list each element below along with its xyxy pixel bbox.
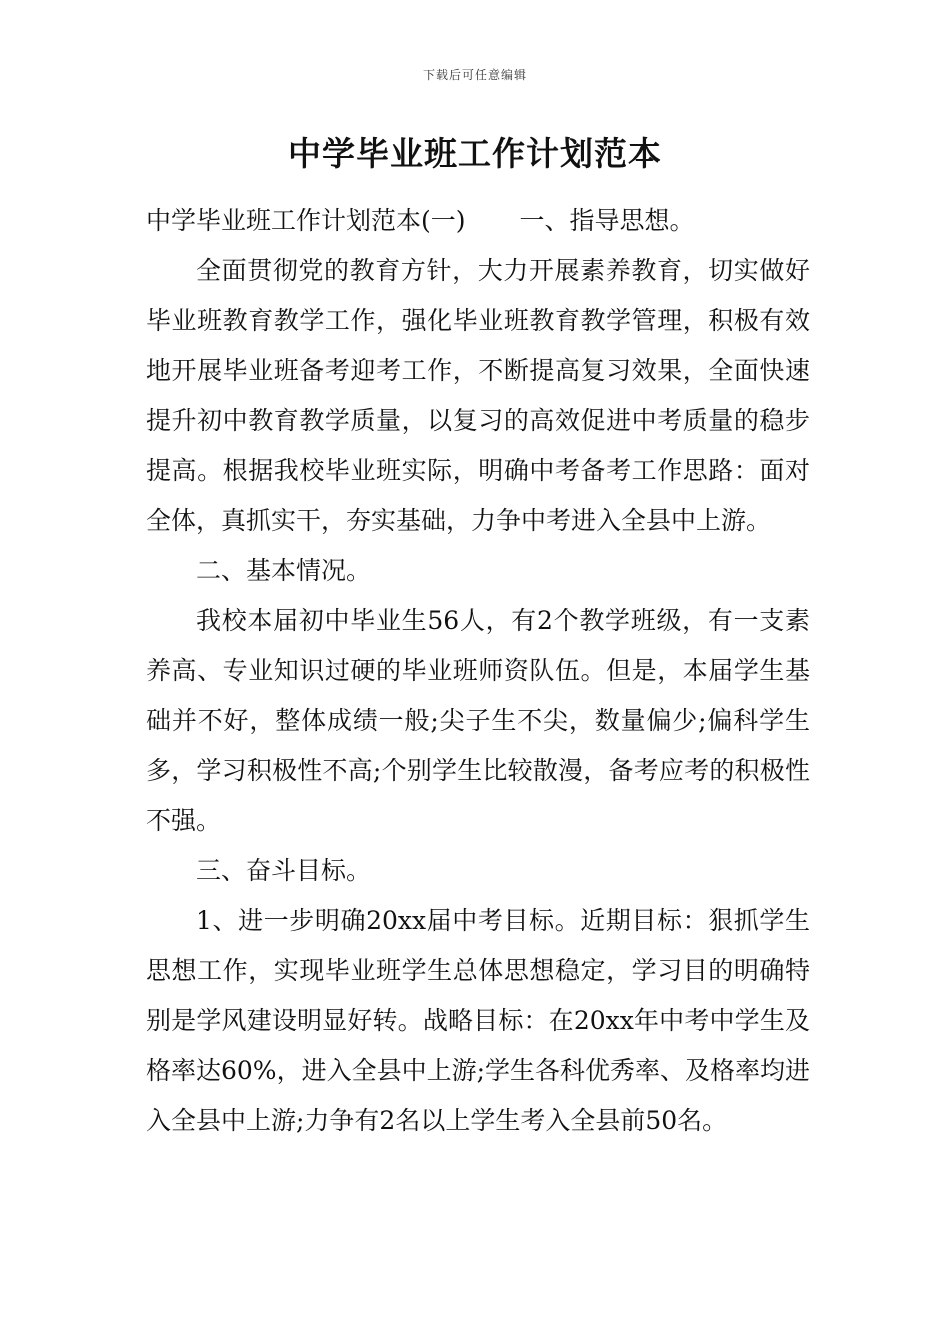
- header-note: 下载后可任意编辑: [422, 68, 527, 82]
- document-body: [146, 196, 810, 1146]
- paragraph-goals: 1、进一步明确20xx届中考目标。近期目标：狠抓学生思想工作，实现毕业班学生总体思想稳定，学习目的明确特别是学风建设明显好转。战略目标：在20xx年中考中学生及格率达60%，进入全县中上游;学生各科优秀率、及格率均进入全县中上游;力争有2名以上学生考入全县前50名。: [146, 906, 810, 1135]
- section-heading-guiding-thought: 一、指导思想。: [519, 206, 695, 235]
- intro-line: [146, 196, 810, 246]
- document-subtitle: 中学毕业班工作计划范本(一): [146, 206, 466, 235]
- document-title: 中学毕业班工作计划范本: [288, 134, 662, 173]
- paragraph-basic-situation: 我校本届初中毕业生56人，有2个教学班级，有一支素养高、专业知识过硬的毕业班师资队伍。但是，本届学生基础并不好，整体成绩一般;尖子生不尖，数量偏少;偏科学生多，学习积极性不高;个别学生比较散漫，备考应考的积极性不强。: [146, 606, 810, 835]
- section-heading-goals: 三、奋斗目标。: [196, 856, 372, 885]
- section-heading-basic-situation: 二、基本情况。: [196, 556, 372, 585]
- paragraph-guiding-thought: 全面贯彻党的教育方针，大力开展素养教育，切实做好毕业班教育教学工作，强化毕业班教育教学管理，积极有效地开展毕业班备考迎考工作，不断提高复习效果，全面快速提升初中教育教学质量，以复习的高效促进中考质量的稳步提高。根据我校毕业班实际，明确中考备考工作思路：面对全体，真抓实干，夯实基础，力争中考进入全县中上游。: [146, 256, 810, 535]
